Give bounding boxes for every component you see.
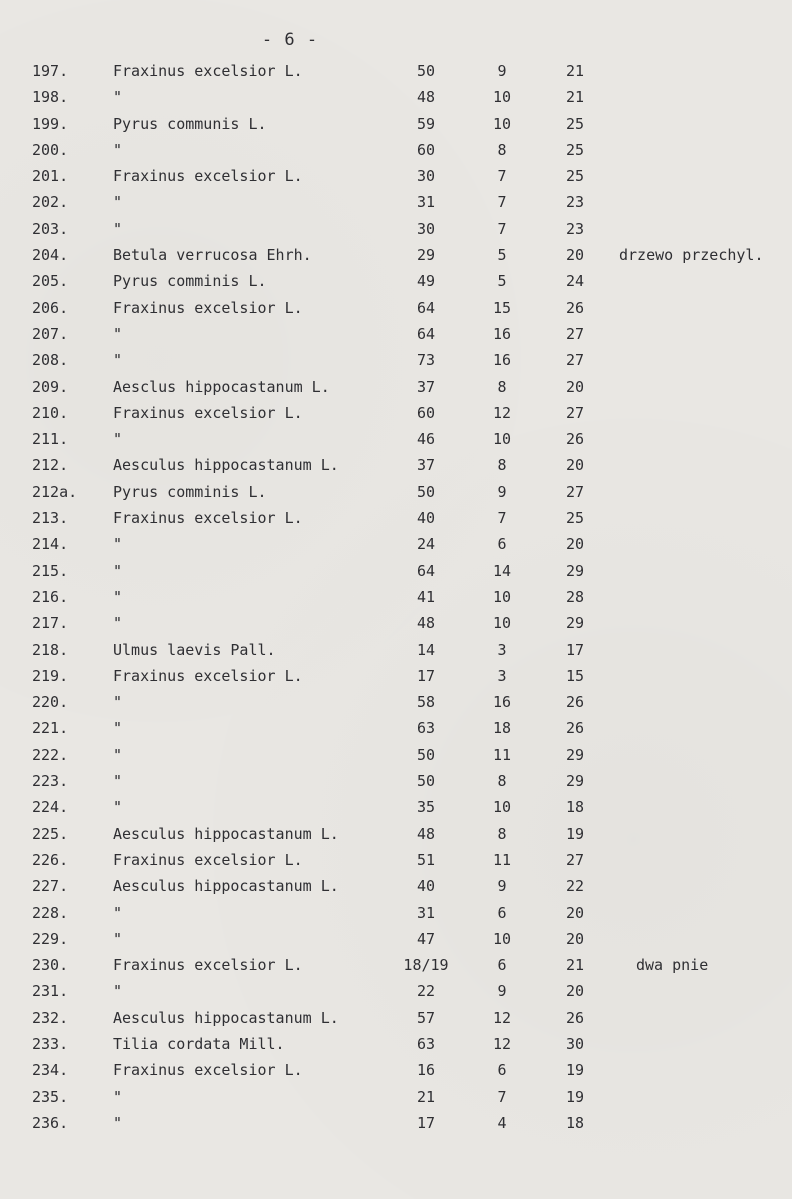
tree-number: 203. <box>32 219 69 238</box>
species-name: " <box>113 561 123 580</box>
height-value: 10 <box>492 114 512 133</box>
table-row <box>0 321 792 347</box>
species-name: " <box>113 929 123 948</box>
tree-number: 220. <box>32 693 69 712</box>
table-row <box>0 268 792 294</box>
table-row <box>0 531 792 557</box>
height-value: 12 <box>492 1034 512 1053</box>
diameter-value: 31 <box>416 193 436 212</box>
table-row <box>0 505 792 531</box>
age-value: 29 <box>565 614 585 633</box>
tree-number: 234. <box>32 1061 69 1080</box>
diameter-value: 49 <box>416 272 436 291</box>
tree-number: 200. <box>32 140 69 159</box>
table-row <box>0 663 792 689</box>
height-value: 8 <box>497 772 507 791</box>
age-value: 27 <box>565 850 585 869</box>
species-name: Ulmus laevis Pall. <box>113 640 276 659</box>
tree-number: 198. <box>32 88 69 107</box>
age-value: 27 <box>565 403 585 422</box>
age-value: 20 <box>565 535 585 554</box>
diameter-value: 46 <box>416 430 436 449</box>
table-row <box>0 1031 792 1057</box>
species-name: Pyrus comminis L. <box>113 482 267 501</box>
table-row <box>0 137 792 163</box>
age-value: 21 <box>565 88 585 107</box>
tree-number: 212a. <box>32 482 78 501</box>
species-name: " <box>113 745 123 764</box>
species-name: " <box>113 982 123 1001</box>
tree-number: 223. <box>32 772 69 791</box>
tree-number: 233. <box>32 1034 69 1053</box>
table-row <box>0 347 792 373</box>
species-name: Fraxinus excelsior L. <box>113 298 303 317</box>
age-value: 20 <box>565 456 585 475</box>
tree-number: 227. <box>32 877 69 896</box>
diameter-value: 24 <box>416 535 436 554</box>
age-value: 28 <box>565 587 585 606</box>
diameter-value: 63 <box>416 719 436 738</box>
species-name: Fraxinus excelsior L. <box>113 850 303 869</box>
table-row <box>0 58 792 84</box>
age-value: 29 <box>565 772 585 791</box>
age-value: 20 <box>565 903 585 922</box>
tree-number: 199. <box>32 114 69 133</box>
tree-number: 232. <box>32 1008 69 1027</box>
tree-number: 202. <box>32 193 69 212</box>
species-name: " <box>113 324 123 343</box>
age-value: 17 <box>565 640 585 659</box>
diameter-value: 63 <box>416 1034 436 1053</box>
species-name: Betula verrucosa Ehrh. <box>113 246 312 265</box>
table-row <box>0 189 792 215</box>
height-value: 9 <box>497 62 507 80</box>
diameter-value: 30 <box>416 167 436 186</box>
tree-number: 235. <box>32 1087 69 1106</box>
remark-text: drzewo przechyl. <box>619 246 764 265</box>
tree-number: 217. <box>32 614 69 633</box>
table-row <box>0 821 792 847</box>
height-value: 18 <box>492 719 512 738</box>
age-value: 26 <box>565 298 585 317</box>
tree-number: 215. <box>32 561 69 580</box>
height-value: 10 <box>492 88 512 107</box>
age-value: 18 <box>565 798 585 817</box>
species-name: Fraxinus excelsior L. <box>113 167 303 186</box>
tree-number: 213. <box>32 509 69 528</box>
species-name: Aesculus hippocastanum L. <box>113 877 339 896</box>
diameter-value: 14 <box>416 640 436 659</box>
table-row <box>0 452 792 478</box>
age-value: 21 <box>565 956 585 975</box>
table-row <box>0 558 792 584</box>
table-row <box>0 111 792 137</box>
page-number: - 6 - <box>261 30 319 50</box>
tree-number: 222. <box>32 745 69 764</box>
tree-number: 204. <box>32 246 69 265</box>
species-name: " <box>113 1087 123 1106</box>
height-value: 7 <box>497 193 507 212</box>
tree-number: 210. <box>32 403 69 422</box>
diameter-value: 47 <box>416 929 436 948</box>
diameter-value: 48 <box>416 824 436 843</box>
age-value: 19 <box>565 1061 585 1080</box>
age-value: 27 <box>565 351 585 370</box>
diameter-value: 73 <box>416 351 436 370</box>
height-value: 8 <box>497 824 507 843</box>
age-value: 25 <box>565 140 585 159</box>
table-row <box>0 900 792 926</box>
diameter-value: 41 <box>416 587 436 606</box>
diameter-value: 29 <box>416 246 436 265</box>
diameter-value: 22 <box>416 982 436 1001</box>
height-value: 10 <box>492 929 512 948</box>
tree-number: 224. <box>32 798 69 817</box>
table-row <box>0 978 792 1004</box>
diameter-value: 30 <box>416 219 436 238</box>
diameter-value: 31 <box>416 903 436 922</box>
tree-number: 236. <box>32 1113 69 1132</box>
table-row <box>0 374 792 400</box>
species-name: " <box>113 88 123 107</box>
diameter-value: 17 <box>416 666 436 685</box>
age-value: 29 <box>565 561 585 580</box>
diameter-value: 37 <box>416 377 436 396</box>
tree-number: 228. <box>32 903 69 922</box>
diameter-value: 60 <box>416 140 436 159</box>
diameter-value: 60 <box>416 403 436 422</box>
age-value: 26 <box>565 693 585 712</box>
age-value: 26 <box>565 1008 585 1027</box>
height-value: 7 <box>497 1087 507 1106</box>
species-name: " <box>113 430 123 449</box>
species-name: " <box>113 351 123 370</box>
tree-number: 229. <box>32 929 69 948</box>
tree-number: 225. <box>32 824 69 843</box>
diameter-value: 35 <box>416 798 436 817</box>
height-value: 16 <box>492 351 512 370</box>
diameter-value: 48 <box>416 614 436 633</box>
diameter-value: 64 <box>416 324 436 343</box>
table-row <box>0 295 792 321</box>
height-value: 3 <box>497 640 507 659</box>
species-name: Fraxinus excelsior L. <box>113 403 303 422</box>
age-value: 25 <box>565 167 585 186</box>
species-name: " <box>113 219 123 238</box>
species-name: Aesculus hippocastanum L. <box>113 456 339 475</box>
table-row <box>0 794 792 820</box>
height-value: 14 <box>492 561 512 580</box>
height-value: 9 <box>497 982 507 1001</box>
species-name: " <box>113 1113 123 1132</box>
species-name: " <box>113 535 123 554</box>
species-name: Fraxinus excelsior L. <box>113 509 303 528</box>
age-value: 29 <box>565 745 585 764</box>
table-row <box>0 715 792 741</box>
table-row <box>0 768 792 794</box>
species-name: " <box>113 193 123 212</box>
age-value: 26 <box>565 719 585 738</box>
age-value: 24 <box>565 272 585 291</box>
tree-number: 212. <box>32 456 69 475</box>
table-row <box>0 163 792 189</box>
table-row <box>0 742 792 768</box>
tree-inventory-list <box>0 58 792 1136</box>
age-value: 20 <box>565 929 585 948</box>
age-value: 19 <box>565 1087 585 1106</box>
height-value: 15 <box>492 298 512 317</box>
height-value: 8 <box>497 456 507 475</box>
height-value: 10 <box>492 430 512 449</box>
diameter-value: 50 <box>416 62 436 80</box>
height-value: 12 <box>492 403 512 422</box>
tree-number: 219. <box>32 666 69 685</box>
age-value: 20 <box>565 246 585 265</box>
height-value: 4 <box>497 1113 507 1132</box>
height-value: 9 <box>497 482 507 501</box>
species-name: Pyrus communis L. <box>113 114 267 133</box>
age-value: 15 <box>565 666 585 685</box>
height-value: 6 <box>497 903 507 922</box>
height-value: 8 <box>497 140 507 159</box>
height-value: 10 <box>492 587 512 606</box>
age-value: 20 <box>565 982 585 1001</box>
diameter-value: 40 <box>416 509 436 528</box>
diameter-value: 40 <box>416 877 436 896</box>
diameter-value: 57 <box>416 1008 436 1027</box>
age-value: 18 <box>565 1113 585 1132</box>
tree-number: 214. <box>32 535 69 554</box>
table-row <box>0 216 792 242</box>
species-name: " <box>113 772 123 791</box>
age-value: 21 <box>565 62 585 80</box>
height-value: 5 <box>497 272 507 291</box>
diameter-value: 16 <box>416 1061 436 1080</box>
table-row <box>0 610 792 636</box>
height-value: 6 <box>497 535 507 554</box>
species-name: " <box>113 903 123 922</box>
height-value: 3 <box>497 666 507 685</box>
tree-number: 209. <box>32 377 69 396</box>
table-row <box>0 1084 792 1110</box>
table-row <box>0 242 792 268</box>
age-value: 27 <box>565 324 585 343</box>
age-value: 26 <box>565 430 585 449</box>
age-value: 25 <box>565 509 585 528</box>
height-value: 16 <box>492 693 512 712</box>
species-name: " <box>113 798 123 817</box>
height-value: 12 <box>492 1008 512 1027</box>
diameter-value: 18/19 <box>403 956 449 975</box>
table-row <box>0 926 792 952</box>
table-row <box>0 689 792 715</box>
species-name: Pyrus comminis L. <box>113 272 267 291</box>
diameter-value: 50 <box>416 745 436 764</box>
tree-number: 207. <box>32 324 69 343</box>
tree-number: 205. <box>32 272 69 291</box>
diameter-value: 64 <box>416 561 436 580</box>
tree-number: 216. <box>32 587 69 606</box>
table-row <box>0 400 792 426</box>
height-value: 16 <box>492 324 512 343</box>
tree-number: 208. <box>32 351 69 370</box>
height-value: 6 <box>497 956 507 975</box>
species-name: Aesclus hippocastanum L. <box>113 377 330 396</box>
tree-number: 230. <box>32 956 69 975</box>
species-name: " <box>113 614 123 633</box>
age-value: 25 <box>565 114 585 133</box>
diameter-value: 58 <box>416 693 436 712</box>
species-name: " <box>113 140 123 159</box>
table-row <box>0 426 792 452</box>
species-name: Aesculus hippocastanum L. <box>113 824 339 843</box>
table-row <box>0 1057 792 1083</box>
tree-number: 211. <box>32 430 69 449</box>
height-value: 7 <box>497 167 507 186</box>
height-value: 9 <box>497 877 507 896</box>
tree-number: 231. <box>32 982 69 1001</box>
species-name: " <box>113 693 123 712</box>
height-value: 7 <box>497 509 507 528</box>
diameter-value: 64 <box>416 298 436 317</box>
diameter-value: 17 <box>416 1113 436 1132</box>
age-value: 19 <box>565 824 585 843</box>
tree-number: 201. <box>32 167 69 186</box>
table-row <box>0 84 792 110</box>
diameter-value: 48 <box>416 88 436 107</box>
species-name: " <box>113 719 123 738</box>
tree-number: 226. <box>32 850 69 869</box>
table-row <box>0 847 792 873</box>
age-value: 20 <box>565 377 585 396</box>
height-value: 6 <box>497 1061 507 1080</box>
age-value: 22 <box>565 877 585 896</box>
age-value: 23 <box>565 219 585 238</box>
table-row <box>0 873 792 899</box>
table-row <box>0 479 792 505</box>
species-name: Aesculus hippocastanum L. <box>113 1008 339 1027</box>
diameter-value: 50 <box>416 482 436 501</box>
age-value: 27 <box>565 482 585 501</box>
species-name: Fraxinus excelsior L. <box>113 1061 303 1080</box>
diameter-value: 37 <box>416 456 436 475</box>
species-name: Fraxinus excelsior L. <box>113 62 303 80</box>
height-value: 5 <box>497 246 507 265</box>
tree-number: 218. <box>32 640 69 659</box>
height-value: 11 <box>492 745 512 764</box>
diameter-value: 51 <box>416 850 436 869</box>
species-name: Fraxinus excelsior L. <box>113 956 303 975</box>
diameter-value: 50 <box>416 772 436 791</box>
age-value: 23 <box>565 193 585 212</box>
species-name: Tilia cordata Mill. <box>113 1034 285 1053</box>
height-value: 10 <box>492 798 512 817</box>
height-value: 10 <box>492 614 512 633</box>
tree-number: 206. <box>32 298 69 317</box>
tree-number: 221. <box>32 719 69 738</box>
height-value: 11 <box>492 850 512 869</box>
table-row <box>0 1005 792 1031</box>
table-row <box>0 952 792 978</box>
diameter-value: 21 <box>416 1087 436 1106</box>
height-value: 7 <box>497 219 507 238</box>
species-name: " <box>113 587 123 606</box>
table-row <box>0 584 792 610</box>
tree-number: 197. <box>32 62 69 80</box>
diameter-value: 59 <box>416 114 436 133</box>
height-value: 8 <box>497 377 507 396</box>
species-name: Fraxinus excelsior L. <box>113 666 303 685</box>
table-row <box>0 1110 792 1136</box>
age-value: 30 <box>565 1034 585 1053</box>
table-row <box>0 637 792 663</box>
remark-text: dwa pnie <box>636 956 709 975</box>
